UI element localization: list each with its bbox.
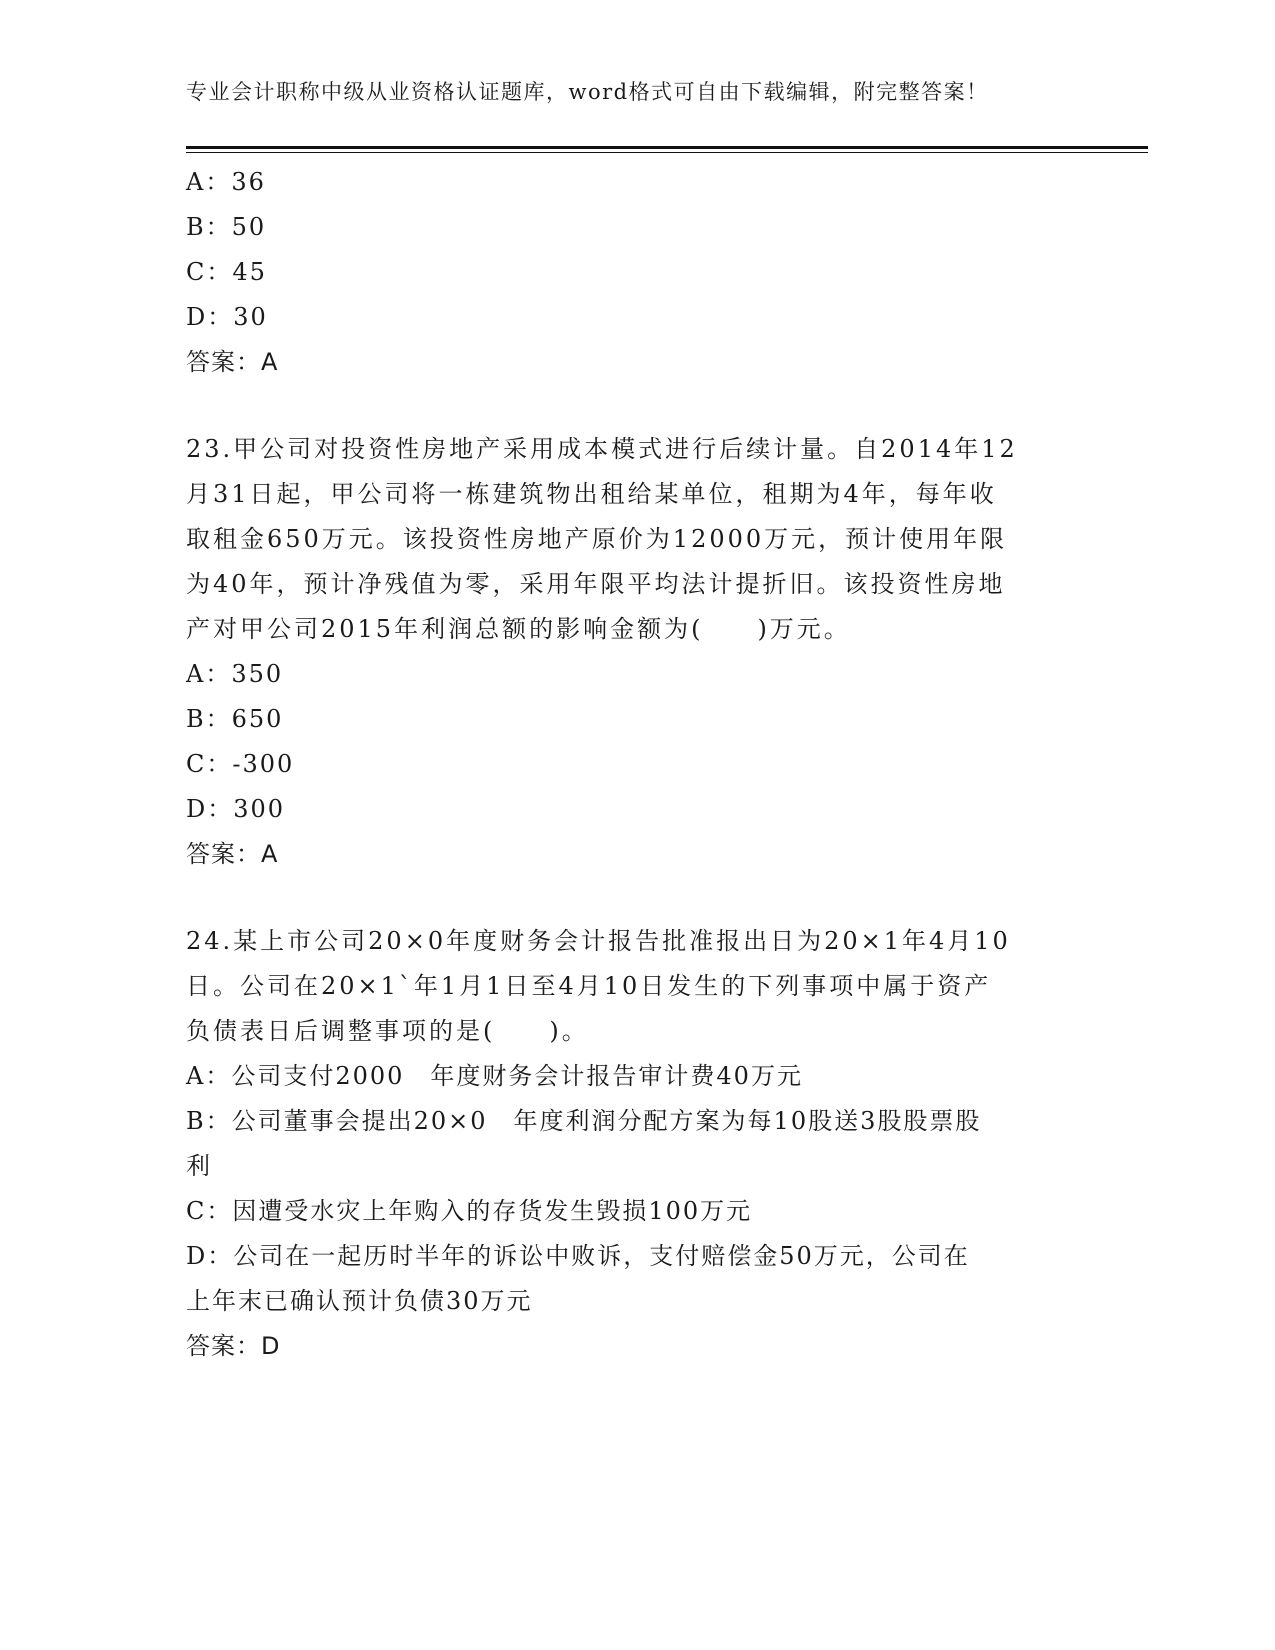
- option-d: D：30: [186, 303, 268, 331]
- question-line: 负债表日后调整事项的是( )。: [186, 1017, 589, 1045]
- header-rule-thin: [186, 152, 1148, 153]
- option-a: A：350: [186, 660, 284, 688]
- question-line: 产对甲公司2015年利润总额的影响金额为( )万元。: [186, 615, 851, 643]
- question-line: 24.某上市公司20×0年度财务会计报告批准报出日为20×1年4月10: [186, 927, 1011, 955]
- question-24-answer: 答案：D: [186, 1332, 281, 1360]
- question-line: 为40年，预计净残值为零，采用年限平均法计提折旧。该投资性房地: [186, 570, 1006, 598]
- header-rule-thick: [186, 146, 1148, 149]
- option-c: C：45: [186, 258, 267, 286]
- question-line: 日。公司在20×1`年1月1日至4月10日发生的下列事项中属于资产: [186, 972, 992, 1000]
- question-23-answer: 答案：A: [186, 840, 279, 868]
- option-b-continued: 利: [186, 1152, 212, 1180]
- option-b: B：650: [186, 705, 284, 733]
- question-23-text: [186, 427, 1086, 652]
- question-line: 月31日起，甲公司将一栋建筑物出租给某单位，租期为4年，每年收: [186, 480, 997, 508]
- option-a: A：36: [186, 168, 266, 196]
- question-24-text: [186, 919, 1086, 1054]
- prev-question-options: [186, 160, 1086, 340]
- option-a: A：公司支付2000 年度财务会计报告审计费40万元: [186, 1062, 803, 1090]
- option-b: B：50: [186, 213, 267, 241]
- question-line: 取租金650万元。该投资性房地产原价为12000万元，预计使用年限: [186, 525, 1008, 553]
- prev-question-answer: 答案：A: [186, 348, 279, 376]
- option-c: C：-300: [186, 750, 295, 778]
- page-header: 专业会计职称中级从业资格认证题库，word格式可自由下载编辑，附完整答案！: [186, 80, 989, 104]
- question-24-options: [186, 1054, 1086, 1324]
- spacer: [186, 385, 1086, 427]
- spacer: [186, 877, 1086, 919]
- question-line: 23.甲公司对投资性房地产采用成本模式进行后续计量。自2014年12: [186, 435, 1018, 463]
- option-b: B：公司董事会提出20×0 年度利润分配方案为每10股送3股股票股: [186, 1107, 982, 1135]
- content-body: [186, 160, 1086, 1369]
- option-d-continued: 上年末已确认预计负债30万元: [186, 1287, 533, 1315]
- option-c: C：因遭受水灾上年购入的存货发生毁损100万元: [186, 1197, 753, 1225]
- option-d: D：公司在一起历时半年的诉讼中败诉，支付赔偿金50万元，公司在: [186, 1242, 970, 1270]
- question-23-options: [186, 652, 1086, 832]
- option-d: D：300: [186, 795, 286, 823]
